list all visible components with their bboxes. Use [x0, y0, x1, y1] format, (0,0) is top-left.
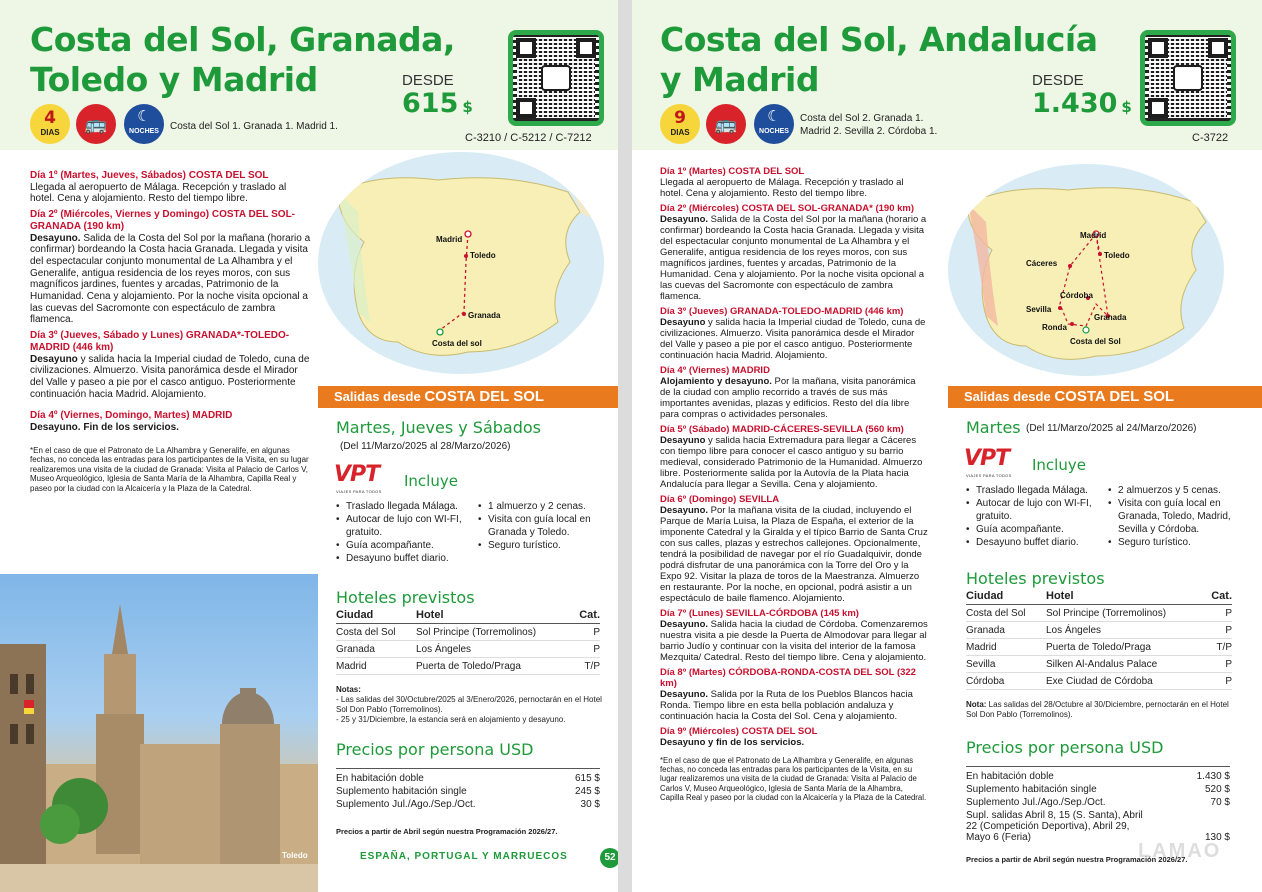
day-text: Desayuno. Salida por la Ruta de los Pueblos Blancos hacia Ronda. Tiempo libre en esta bella población andaluza y continuación hacia la Costa del Sol. Cena y alojamiento.: [660, 689, 913, 722]
right-price: [1032, 88, 1132, 119]
right-prices-table: [966, 766, 1230, 844]
right-hoteles-title: Hoteles previstos: [966, 569, 1105, 588]
watermark: LAMAO: [1138, 840, 1222, 862]
note-item: Las salidas del 28/Octubre al 30/Diciembre, pernoctarán en el Hotel Sol Don Pablo (Torremolinos).: [966, 700, 1229, 719]
days-label: DIAS: [40, 128, 60, 137]
bus-icon: 🚌: [706, 104, 746, 144]
left-nights-text: Costa del Sol 1. Granada 1. Madrid 1.: [170, 121, 338, 132]
note-item: - Las salidas del 30/Octubre/2025 al 3/Enero/2026, pernoctarán en el Hotel Sol Don Pablo (Torremolinos).: [336, 695, 602, 714]
day-heading: Día 4º (Viernes) MADRID: [660, 365, 770, 376]
map-svg: [948, 164, 1224, 376]
day-heading: Día 2º (Miércoles, Viernes y Domingo) COSTA DEL SOL-GRANADA (190 km): [30, 209, 296, 232]
salidas-prefix: Salidas desde: [334, 389, 421, 404]
vpt-logo: VPT: [964, 446, 1010, 471]
table-row: Sevilla Silken Al-Andalus Palace P: [966, 656, 1232, 673]
include-item: • Traslado llegada Málaga.: [966, 484, 1106, 497]
left-departure-days: Martes, Jueves y Sábados: [336, 418, 542, 437]
days-number: 9: [674, 108, 686, 128]
hotels-header-city: Ciudad: [336, 609, 416, 624]
day-text: Alojamiento y desayuno. Por la mañana, visita panorámica de la ciudad con amplio recorrido a través de sus más importantes avenidas, plazas y edificios. Resto del día libre para compras o actividades personales.: [660, 376, 916, 420]
page-number: 52: [600, 848, 618, 868]
left-desde: DESDE: [402, 72, 454, 89]
include-item: • Autocar de lujo con WI-FI, gratuito.: [966, 497, 1106, 523]
table-row: Costa del Sol Sol Principe (Torremolinos) P: [336, 624, 600, 641]
right-tour-code: C-3722: [1192, 132, 1229, 144]
right-prices-footer: Precios a partir de Abril según nuestra Programación 2026/27.: [966, 855, 1188, 864]
day-heading: Día 5º (Sábado) MADRID-CÁCERES-SEVILLA (560 km): [660, 424, 904, 435]
map-label-ronda: Ronda: [1042, 323, 1067, 332]
map-label-madrid: Madrid: [1080, 231, 1107, 240]
left-includes-col2: [478, 500, 604, 552]
left-page: [0, 0, 618, 892]
nights-line2: Madrid 2. Sevilla 2. Córdoba 1.: [800, 126, 938, 137]
map-label-cordoba: Córdoba: [1060, 291, 1093, 300]
right-title-line2: y Madrid: [660, 60, 819, 99]
day-heading: Día 3º (Jueves) GRANADA-TOLEDO-MADRID (446 km): [660, 306, 904, 317]
notes-title: Nota:: [966, 700, 987, 709]
left-salidas-banner: [318, 386, 618, 408]
left-prices-footer: Precios a partir de Abril según nuestra Programación 2026/27.: [336, 827, 558, 836]
map-label-madrid: Madrid: [436, 235, 463, 244]
hotels-header-cat: Cat.: [573, 609, 600, 624]
day-text: Llegada al aeropuerto de Málaga. Recepción y traslado al hotel. Cena y alojamiento. Resto del tiempo libre.: [660, 177, 904, 199]
hotels-header-hotel: Hotel: [416, 609, 573, 624]
day-text: Desayuno. Por la mañana visita de la ciudad, incluyendo el Parque de María Luisa, la Plaza de España, el exterior de la imponente Catedral y la Giralda y el típico Barrio de Santa Cruz con sus calles, plazas y estrechos callejones. Opcionalmente, tendrá la posibilidad de navegar por el río Guadalquivir, donde podrá disfrutar de una panorámica con la Torre del Oro y la Expo 92. Visitar la plaza de toros de la Maestranza. Almuerzo en restaurante. Por la noche, en opcional, podrá asistir a un espectáculo de baile flamenco. Alojamiento.: [660, 505, 928, 604]
day-text: Desayuno y fin de los servicios.: [660, 737, 805, 748]
right-title-line1: Costa del Sol, Andalucía: [660, 20, 1098, 59]
right-nights-text: [800, 112, 937, 138]
map-label-sevilla: Sevilla: [1026, 305, 1052, 314]
hotels-header-city: Ciudad: [966, 590, 1046, 605]
day-text: Desayuno. Salida de la Costa del Sol por la mañana (horario a confirmar) bordeando la Costa hacia Granada. Llegada y visita del espectacular conjunto monumental de La Alhambra y el Generalife, antigua residencia de los reyes moros, con sus magníficos jardines, fuentes y arcadas, Patrimonio de la Humanidad. Cena y alojamiento. Por la noche visita opcional a las cuevas del Sacromonte con espectáculo de zambra flamenca.: [660, 214, 927, 302]
day-heading: Día 4º (Viernes, Domingo, Martes) MADRID: [30, 410, 233, 422]
left-hoteles-title: Hoteles previstos: [336, 588, 475, 607]
include-item: • Desayuno buffet diario.: [336, 552, 476, 565]
map-label-granada: Granada: [468, 311, 501, 320]
nights-label: NOCHES: [129, 128, 159, 135]
day-heading: Día 8º (Martes) CÓRDOBA-RONDA-COSTA DEL SOL (322 km): [660, 667, 916, 689]
include-item: • Guía acompañante.: [336, 539, 476, 552]
map-label-caceres: Cáceres: [1026, 259, 1058, 268]
include-item: • Autocar de lujo con WI-FI, gratuito.: [336, 513, 476, 539]
day-heading: Día 7º (Lunes) SEVILLA-CÓRDOBA (145 km): [660, 608, 859, 619]
include-item: • Visita con guía local en Granada, Toledo, Madrid, Sevilla y Córdoba.: [1108, 497, 1236, 536]
include-item: • Traslado llegada Málaga.: [336, 500, 476, 513]
left-incluye-title: Incluye: [404, 472, 458, 490]
bus-icon: 🚌: [76, 104, 116, 144]
nights-badge: [754, 104, 794, 144]
table-row: Granada Los Ángeles P: [966, 622, 1232, 639]
right-price-value: 1.430: [1032, 88, 1118, 119]
day-heading: Día 2º (Miércoles) COSTA DEL SOL-GRANADA* (190 km): [660, 203, 915, 214]
left-price-value: 615: [402, 88, 459, 119]
moon-icon: ☾: [137, 108, 151, 125]
day-text: Desayuno. Fin de los servicios.: [30, 422, 179, 434]
left-price: [402, 88, 473, 119]
toledo-illustration: [0, 574, 318, 892]
right-precios-title: Precios por persona USD: [966, 738, 1164, 757]
toledo-photo: [0, 574, 318, 892]
day-text: Desayuno y salida hacia Extremadura para llegar a Cáceres con tiempo libre para conocer el casco antiguo y su barrio medieval, considerado Patrimonio de la Humanidad. Almuerzo libre. Posteriormente salida por la Autovía de la Plata hacia Andalucía para llegar a Sevilla. Cena y alojamiento.: [660, 435, 923, 490]
left-departure-range: (Del 11/Marzo/2025 al 28/Marzo/2026): [340, 441, 511, 452]
right-incluye-title: Incluye: [1032, 456, 1086, 474]
left-title-line2: Toledo y Madrid: [30, 60, 318, 99]
left-precios-title: Precios por persona USD: [336, 740, 534, 759]
right-desde: DESDE: [1032, 72, 1084, 89]
left-prices-table: [336, 768, 600, 811]
hotels-header-hotel: Hotel: [1046, 590, 1205, 605]
include-item: • Seguro turístico.: [478, 539, 604, 552]
nights-line1: Costa del Sol 2. Granada 1.: [800, 113, 924, 124]
days-number: 4: [44, 108, 56, 128]
day-text: Desayuno y salida hacia la Imperial ciudad de Toledo, cuna de civilizaciones. Almuerzo. Visita panorámica desde el Mirador del Valle y paseo a pie por el casco antiguo. Posteriormente continuación hacia Madrid. Alojamiento.: [30, 353, 310, 400]
left-includes-col1: [336, 500, 476, 565]
right-route-map: [948, 164, 1224, 376]
day-heading: Día 3º (Jueves, Sábado y Lunes) GRANADA*-TOLEDO-MADRID (446 km): [30, 330, 290, 353]
days-badge: [30, 104, 70, 144]
right-departure-days: Martes: [966, 418, 1021, 437]
vpt-logo-sub: VIAJES PARA TODOS: [966, 473, 1012, 478]
left-route-map: [318, 152, 604, 374]
price-row: Suplemento Jul./Ago./Sep./Oct. 70 $: [966, 797, 1230, 808]
left-itinerary: [30, 170, 312, 493]
hotels-header-cat: Cat.: [1205, 590, 1232, 605]
day-text: Desayuno. Salida hacia la ciudad de Córdoba. Comenzaremos nuestra visita a pie desde la Puerta de Almodovar para llegar al barrio Judío y continuar con la visita del interior de la famosa Mezquita/ Catedral. Resto del tiempo libre. Cena y alojamiento.: [660, 619, 928, 663]
qr-code-icon[interactable]: [508, 30, 604, 126]
right-hotels-table: [966, 590, 1232, 690]
left-tour-code: C-3210 / C-5212 / C-7212: [465, 132, 592, 144]
include-item: • Visita con guía local en Granada y Toledo.: [478, 513, 604, 539]
salidas-prefix: Salidas desde: [964, 389, 1051, 404]
table-row: Granada Los Ángeles P: [336, 641, 600, 658]
price-row: En habitación doble 615 $: [336, 769, 600, 786]
itinerary-note: *En el caso de que el Patronato de La Alhambra y Generalife, en algunas fechas, no conceda las entradas para los participantes de la Visita, en su lugar realizaremos una visita de la ciudad de Granada: Visita al Palacio de Carlos V, Museo Arqueológico, Iglesia de Santa María de la Alhambra, Capilla Real y paseo por la ciudad con la Alcaicería y la Plaza de la Catedral.: [30, 445, 309, 493]
day-text: Llegada al aeropuerto de Málaga. Recepción y traslado al hotel. Cena y alojamiento. Resto del tiempo libre.: [30, 181, 287, 205]
photo-label: Toledo: [282, 851, 308, 860]
map-svg: [318, 152, 604, 374]
right-includes-col2: [1108, 484, 1236, 549]
notes-title: Notas:: [336, 685, 361, 694]
price-row: Suplemento Jul./Ago./Sep./Oct. 30 $: [336, 799, 600, 810]
right-page: [632, 0, 1262, 892]
right-salidas-banner: [948, 386, 1262, 408]
right-itinerary: [660, 166, 928, 802]
note-item: - 25 y 31/Diciembre, la estancia será en alojamiento y desayuno.: [336, 715, 566, 724]
right-departure-range: (Del 11/Marzo/2025 al 24/Marzo/2026): [1026, 423, 1197, 434]
right-includes-col1: [966, 484, 1106, 549]
salidas-place: COSTA DEL SOL: [424, 388, 545, 405]
include-item: • 1 almuerzo y 2 cenas.: [478, 500, 604, 513]
day-text: Desayuno y salida hacia la Imperial ciudad de Toledo, cuna de civilizaciones. Almuerzo. Visita panorámica desde el Mirador del Valle y paseo a pie por el casco antiguo. Posteriormente continuación hacia Madrid. Alojamiento.: [660, 317, 926, 361]
table-row: Costa del Sol Sol Principe (Torremolinos) P: [966, 605, 1232, 622]
nights-label: NOCHES: [759, 128, 789, 135]
price-row: Suplemento habitación single 245 $: [336, 786, 600, 797]
day-heading: Día 1º (Martes) COSTA DEL SOL: [660, 166, 805, 177]
day-heading: Día 1º (Martes, Jueves, Sábados) COSTA DEL SOL: [30, 170, 269, 181]
days-label: DIAS: [670, 128, 690, 137]
moon-icon: ☾: [767, 108, 781, 125]
salidas-place: COSTA DEL SOL: [1054, 388, 1175, 405]
right-price-currency: $: [1121, 98, 1132, 116]
include-item: • 2 almuerzos y 5 cenas.: [1108, 484, 1236, 497]
price-row: Suplemento habitación single 520 $: [966, 784, 1230, 795]
footer-band: ESPAÑA, PORTUGAL Y MARRUECOS: [360, 851, 568, 862]
left-notes: [336, 685, 606, 725]
price-row: Supl. salidas Abril 8, 15 (S. Santa), Abril 22 (Competición Deportiva), Abril 29, Mayo 6 (Feria) 130 $: [966, 810, 1230, 843]
map-label-granada: Granada: [1094, 313, 1127, 322]
map-label-toledo: Toledo: [470, 251, 496, 260]
left-title-line1: Costa del Sol, Granada,: [30, 20, 455, 59]
include-item: • Guía acompañante.: [966, 523, 1106, 536]
vpt-logo: VPT: [334, 462, 380, 487]
nights-badge: [124, 104, 164, 144]
table-row: Córdoba Exe Ciudad de Córdoba P: [966, 673, 1232, 690]
day-text: Desayuno. Salida de la Costa del Sol por la mañana (horario a confirmar) bordeando la Costa hacia Granada. Llegada y visita del espectacular conjunto monumental de La Alhambra y el Generalife, antigua residencia de los reyes moros, con sus magníficos jardines, fuentes y arcadas, Patrimonio de la Humanidad. Cena y alojamiento. Por la noche visita opcional a las cuevas del Sacromonte con espectáculo de zambra flamenca.: [30, 232, 311, 326]
day-heading: Día 6º (Domingo) SEVILLA: [660, 494, 780, 505]
left-price-currency: $: [462, 98, 473, 116]
qr-code-icon[interactable]: [1140, 30, 1236, 126]
left-title: [30, 20, 455, 100]
table-row: Madrid Puerta de Toledo/Praga T/P: [336, 658, 600, 675]
left-hotels-table: [336, 609, 600, 675]
day-heading: Día 9º (Miércoles) COSTA DEL SOL: [660, 726, 818, 737]
table-row: Madrid Puerta de Toledo/Praga T/P: [966, 639, 1232, 656]
price-row: En habitación doble 1.430 $: [966, 767, 1230, 784]
map-label-costa: Costa del sol: [432, 339, 482, 348]
itinerary-note: *En el caso de que el Patronato de La Alhambra y Generalife, en algunas fechas, no conceda las entradas para los participantes de la Visita, en su lugar realizaremos una visita de la ciudad de Granada: Visita al Palacio de Carlos V, Museo Arqueológico, Iglesia de Santa María de la Alhambra, Capilla Real y paseo por la ciudad con la Alcaicería y la Plaza de la Catedral.: [660, 756, 927, 802]
include-item: • Desayuno buffet diario.: [966, 536, 1106, 549]
right-notes: [966, 700, 1240, 720]
days-badge: [660, 104, 700, 144]
map-label-costa: Costa del Sol: [1070, 337, 1121, 346]
include-item: • Seguro turístico.: [1108, 536, 1236, 549]
map-label-toledo: Toledo: [1104, 251, 1130, 260]
vpt-logo-sub: VIAJES PARA TODOS: [336, 489, 382, 494]
